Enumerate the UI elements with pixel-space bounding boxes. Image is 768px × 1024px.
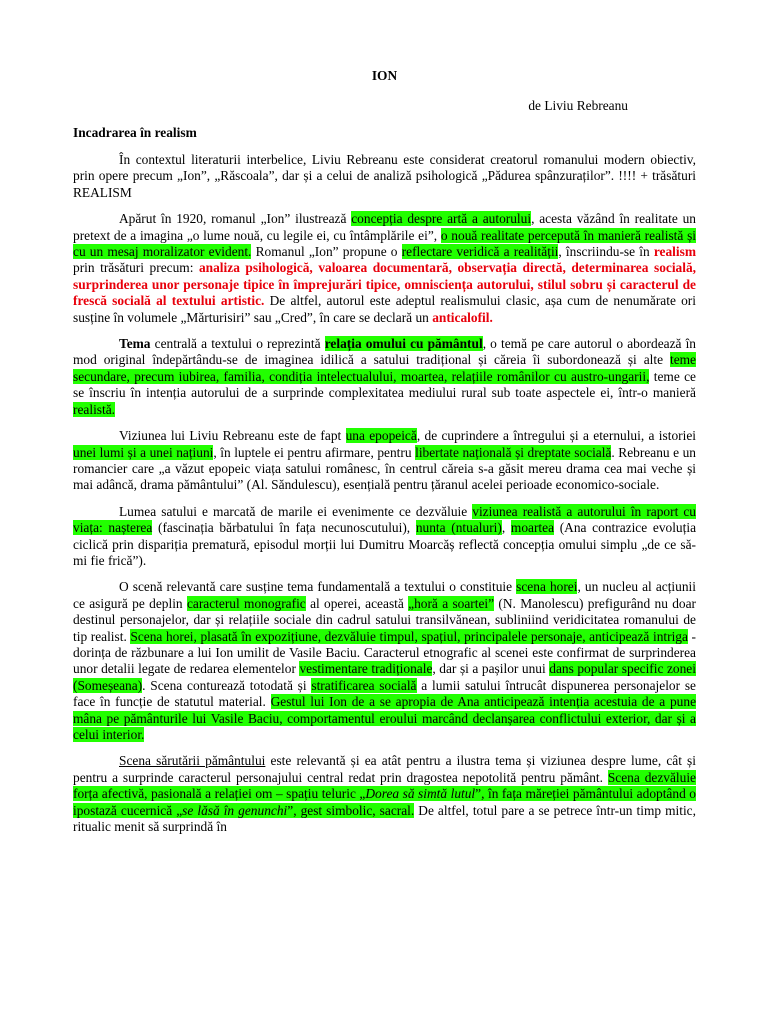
emphasis-text: realism — [653, 244, 696, 260]
highlighted-text: Dorea să simtă lutul — [365, 786, 476, 802]
paragraph — [73, 336, 696, 418]
paragraph — [73, 152, 696, 201]
highlighted-text: teme secundare, precum iubirea, familia, condiția intelectualului, moartea, relațiile românilor cu austro-ungarii, — [73, 352, 696, 384]
text-run: (Ana contrazice evoluția ciclică prin dispariția prematură, episodul morții lui Dumitru Moarcăș reflectă concepția omului simplu „de ce să-mi fie frică”). — [73, 520, 697, 568]
text-run: Romanul „Ion” propune o — [251, 244, 402, 260]
highlighted-text: scena horei — [516, 579, 578, 595]
text-run: Viziunea lui Liviu Rebreanu este de fapt — [119, 428, 346, 444]
paragraph — [73, 428, 696, 494]
highlighted-text: dans popular specific zonei (Someșeana) — [73, 661, 696, 693]
text-run: centrală a textului o reprezintă — [150, 336, 325, 352]
text-run: a lumii satului întrucât dispunerea personajelor se face în funcție de statutul material. — [73, 677, 697, 710]
paragraph — [73, 753, 696, 835]
text-run: prin trăsături precum: — [73, 260, 199, 276]
section-heading: Incadrarea în realism — [73, 125, 197, 140]
text-run: O scenă relevantă care susține tema fundamentală a textului o constituie — [119, 579, 517, 595]
text-run: teme ce se înscriu în intenția autorului de a surprinde complexitatea mediului rural sub toate aspectele ei, într-o manieră — [73, 368, 696, 401]
highlighted-text: viziunea realistă a autorului în raport cu viața: nașterea — [73, 503, 696, 536]
highlighted-text: una epopeică — [345, 428, 417, 444]
highlighted-text: Scena horei, plasată în expozițiune, dezvăluie timpul, spațiul, principalele personaje, anticipează intriga — [130, 628, 688, 644]
paragraph — [73, 211, 696, 326]
text-run: Apărut în 1920, romanul „Ion” ilustrează — [119, 211, 352, 227]
text-run: , un nucleu al acțiunii ce asigură pe deplin — [73, 579, 696, 611]
document-author: de Liviu Rebreanu — [528, 98, 628, 113]
text-run: , de cuprindere a întregului și a eternului, a istoriei — [416, 428, 696, 444]
highlighted-text: reflectare veridică a realității — [401, 244, 559, 260]
highlighted-text: nunta (ntualuri) — [415, 520, 502, 536]
highlighted-text: o nouă realitate percepută în manieră realistă și cu un mesaj moralizator evident. — [73, 227, 696, 260]
text-run: , dar și a pașilor unui — [432, 661, 550, 677]
text-run: De altfel, totul pare a se petrece într-un timp mitic, ritualic menit să surprindă în — [73, 802, 696, 835]
highlighted-text: ”, gest simbolic, sacral. — [287, 802, 415, 818]
text-run: De altfel, autorul este adeptul realismului clasic, așa cum de nenumărate ori susține în volumele „Mărturisiri” sau „Cred”, în care se declară un — [73, 293, 696, 325]
text-run: este relevantă și ea atât pentru a ilustra tema și viziunea despre lume, cât și pentru a surprinde caracterul personajului central redat prin dragostea nepotolită pentru pământ. — [73, 753, 696, 785]
text-run: , înscriindu-se în — [558, 244, 654, 260]
highlighted-text: „horă a soartei” — [408, 595, 495, 611]
highlighted-text: relația omului cu pământul — [324, 336, 483, 352]
text-run: Scena sărutării pământului — [119, 753, 266, 769]
emphasis-text: anticalofil. — [432, 309, 493, 325]
document-title: ION — [371, 68, 398, 83]
highlighted-text: libertate națională și dreptate socială — [415, 444, 612, 460]
highlighted-text: ”, în fața măreției pământului adoptând o ipostază cucernică „ — [73, 786, 696, 818]
document-body — [73, 152, 696, 835]
highlighted-text: vestimentare tradiționale — [299, 661, 433, 677]
text-run: , — [501, 520, 511, 536]
text-run: , o temă pe care autorul o abordează în mod original îndepărtându-se de imaginea idilică a satului tradițional și căreia îi subordonează și alte — [73, 336, 697, 368]
text-run: . Scena conturează totodată și — [142, 677, 312, 693]
highlighted-text: Scena dezvăluie forța afectivă, pasională a relației om – spațiu teluric „ — [73, 769, 696, 802]
highlighted-text: concepția despre artă a autorului — [351, 211, 532, 227]
paragraph — [73, 579, 696, 743]
highlighted-text: moartea — [510, 520, 555, 536]
highlighted-text: stratificarea socială — [311, 677, 417, 693]
text-run: (N. Manolescu) prefigurând nu doar destinul personajelor, dar și relațiile sociale din cadrul satului transilvănean, subliniind veridicitatea romanului de tip realist. — [73, 595, 697, 644]
text-run: , în luptele ei pentru afirmare, pentru — [213, 444, 416, 460]
text-run: În contextul literaturii interbelice, Liviu Rebreanu este considerat creatorul romanului modern obiectiv, prin opere precum „Ion”, „Răscoala”, dar și a celui de analiză psihologică „Pădurea spânzuraților”. !!!! + trăsături REALISM — [73, 152, 696, 200]
text-run: Lumea satului e marcată de marile ei evenimente ce dezvăluie — [119, 503, 473, 519]
text-run: , acesta văzând în realitate un pretext de a imagina „o lume nouă, cu legile ei, cu întâmplările ei”, — [73, 211, 696, 243]
text-run: al operei, această — [305, 595, 409, 611]
highlighted-text: realistă. — [73, 401, 116, 417]
text-run: - dorința de răzbunare a lui Ion umilit de Vasile Baciu. Caracterul etnografic al scenei este confirmat de surprinderea unor detalii legate de redarea elementelor — [73, 628, 696, 677]
text-run: . Rebreanu e un romancier care „a văzut epopeic viața satului românesc, în centrul căreia s-a găsit mereu drama cea mai veche și mai adâncă, drama pământului” (Al. Săndulescu), esențială pentru țăranul acelei perioade economico-sociale. — [73, 444, 696, 493]
emphasis-text: analiza psihologică, valoarea documentară, observația directă, determinarea socială, surprinderea unor personaje tipice în împrejurări tipice, omnisciența autorului, stilul sobru și caracterul de frescă socială al textului artistic. — [73, 260, 697, 309]
text-run: Tema — [119, 336, 151, 352]
text-run: (fascinația bărbatului în fața necunoscutului), — [152, 520, 416, 536]
highlighted-text: se lăsă în genunchi — [182, 802, 288, 818]
highlighted-text: Gestul lui Ion de a se apropia de Ana anticipează intenția acestuia de a pune mâna pe pământurile lui Vasile Baciu, comportamentul eroului marcând declanșarea conflictului exterior, dar și a celui interior. — [73, 694, 697, 742]
highlighted-text: unei lumi și a unei națiuni — [73, 444, 214, 460]
highlighted-text: caracterul monografic — [186, 595, 306, 611]
paragraph — [73, 504, 696, 570]
